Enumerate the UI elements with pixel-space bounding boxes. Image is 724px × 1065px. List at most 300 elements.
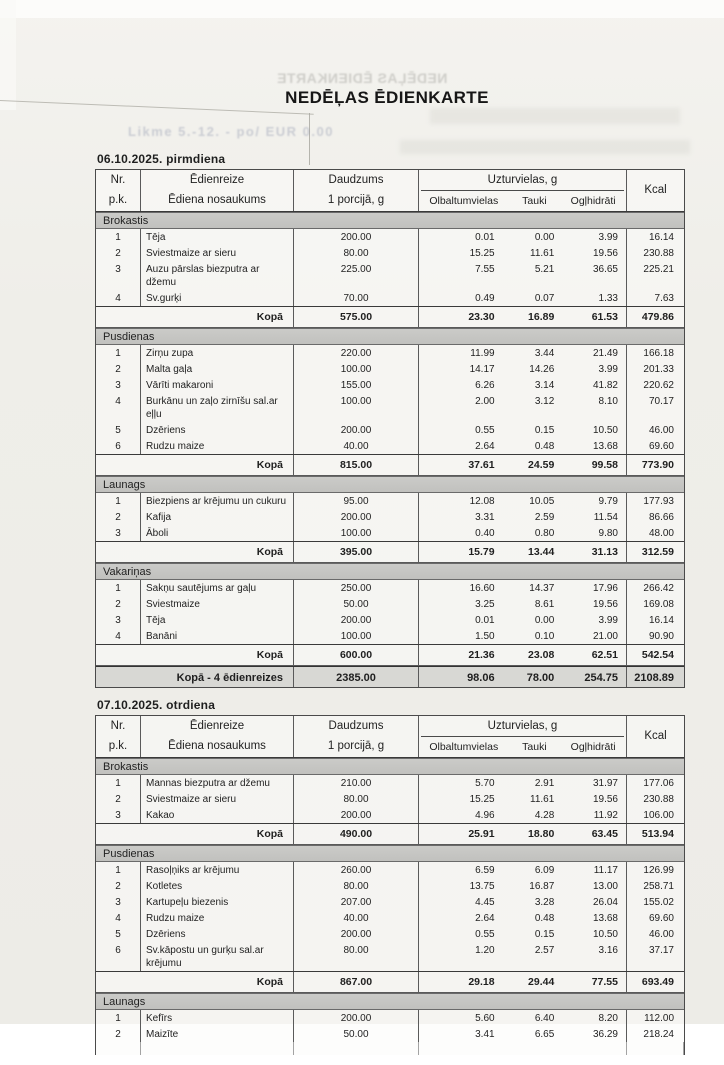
kcal-value: 46.00: [648, 929, 674, 940]
column-header-fat: Tauki: [522, 741, 547, 753]
protein-value: 2.00: [475, 396, 495, 407]
total-row: [96, 971, 684, 993]
section-header: Launags: [96, 476, 684, 493]
kcal-value: 16.14: [648, 232, 674, 243]
menu-row: [96, 525, 684, 541]
total-row: [96, 306, 684, 328]
total-portion-size: 575.00: [294, 307, 419, 327]
dish-name: Mannas biezputra ar džemu: [141, 775, 294, 791]
protein-value: 0.01: [475, 232, 495, 243]
row-number: 3: [96, 377, 141, 393]
total-carb-value: 61.53: [591, 311, 618, 323]
kcal-value: 90.90: [648, 631, 674, 642]
carb-value: 17.96: [592, 583, 618, 594]
row-number: 4: [96, 910, 141, 926]
protein-value: 3.31: [475, 512, 495, 523]
total-kcal-value: 773.90: [641, 459, 674, 471]
fat-value: 6.40: [534, 1013, 555, 1024]
carb-value: 3.99: [598, 364, 618, 375]
protein-value: 5.60: [475, 1013, 495, 1024]
protein-value: 0.55: [475, 425, 495, 436]
fat-value: 0.07: [534, 293, 555, 304]
kcal-value: 230.88: [643, 794, 674, 805]
protein-value: 13.75: [469, 881, 495, 892]
carb-value: 3.16: [598, 945, 618, 956]
carb-value: 41.82: [592, 380, 618, 391]
row-number: 3: [96, 261, 141, 290]
menu-row: [96, 1026, 684, 1042]
section-header: Launags: [96, 993, 684, 1010]
total-carb-value: 99.58: [591, 459, 618, 471]
row-number: 3: [96, 807, 141, 823]
dish-name: Zirņu zupa: [141, 345, 294, 361]
fat-value: 6.65: [534, 1029, 555, 1040]
dish-name: Sviestmaize ar sieru: [141, 245, 294, 261]
total-row: [96, 644, 684, 666]
dish-name: Kotletes: [141, 878, 294, 894]
portion-size: 200.00: [294, 926, 419, 942]
section-header: Vakariņas: [96, 563, 684, 580]
dish-name: Āboli: [141, 525, 294, 541]
fat-value: 0.15: [534, 425, 555, 436]
dish-name: Burkānu un zaļo zirnīšu sal.ar eļļu: [141, 393, 294, 422]
total-kcal-value: 693.49: [641, 976, 674, 988]
portion-size: 250.00: [294, 580, 419, 596]
total-protein-value: 23.30: [468, 311, 495, 323]
fat-value: 0.80: [534, 528, 555, 539]
dish-name: Biezpiens ar krējumu un cukuru: [141, 493, 294, 509]
fat-value: 2.91: [534, 778, 555, 789]
menu-content: [95, 152, 685, 1065]
carb-value: 21.00: [592, 631, 618, 642]
portion-size: 200.00: [294, 807, 419, 823]
menu-row: [96, 229, 684, 245]
protein-value: 0.01: [475, 615, 495, 626]
ghost-bleedthrough-smudge: [430, 108, 680, 124]
fat-value: 4.28: [534, 810, 555, 821]
total-carb-value: 254.75: [584, 672, 618, 684]
section-header: Pusdienas: [96, 328, 684, 345]
total-label: Kopā: [96, 542, 294, 562]
protein-value: 11.99: [470, 348, 495, 359]
menu-row: [96, 612, 684, 628]
fat-value: 0.00: [534, 615, 555, 626]
fat-value: 0.15: [534, 929, 555, 940]
column-header-nr: Nr. p.k.: [96, 170, 141, 211]
total-protein-value: 25.91: [468, 828, 495, 840]
total-kcal-value: 2108.89: [634, 672, 674, 684]
carb-value: 3.99: [598, 232, 618, 243]
portion-size: 70.00: [294, 290, 419, 306]
carb-value: 10.50: [592, 425, 618, 436]
fat-value: 3.14: [534, 380, 555, 391]
carb-value: 26.04: [592, 897, 618, 908]
table-header: [96, 716, 684, 758]
total-fat-value: 13.44: [528, 546, 555, 558]
carb-value: 13.00: [592, 881, 618, 892]
section-header: Brokastis: [96, 212, 684, 229]
total-protein-value: 37.61: [468, 459, 495, 471]
kcal-value: 112.00: [644, 1013, 674, 1024]
column-header-carbs: Ogļhidrāti: [570, 195, 616, 207]
fat-value: 11.61: [530, 248, 555, 259]
total-kcal-value: 312.59: [641, 546, 674, 558]
carb-value: 21.49: [592, 348, 618, 359]
fat-value: 14.26: [529, 364, 555, 375]
dish-name: Tēja: [141, 229, 294, 245]
row-number: 2: [96, 361, 141, 377]
row-number: 1: [96, 493, 141, 509]
portion-size: 207.00: [294, 894, 419, 910]
dish-name: Auzu pārslas biezputra ar džemu: [141, 261, 294, 290]
menu-row: [96, 422, 684, 438]
row-number: 1: [96, 580, 141, 596]
dish-name: Kartupeļu biezenis: [141, 894, 294, 910]
protein-value: 12.08: [469, 496, 495, 507]
column-header-nutrients: Uzturvielas, g Olbaltumvielas Tauki Ogļhidrāti: [419, 170, 627, 211]
total-portion-size: 600.00: [294, 645, 419, 665]
total-protein-value: 15.79: [468, 546, 495, 558]
row-number: 5: [96, 926, 141, 942]
total-carb-value: 63.45: [591, 828, 618, 840]
row-number: 2: [96, 245, 141, 261]
section-header: Pusdienas: [96, 845, 684, 862]
protein-value: 2.64: [475, 913, 495, 924]
dish-name: Sviestmaize: [141, 596, 294, 612]
carb-value: 13.68: [592, 441, 618, 452]
row-number: 2: [96, 596, 141, 612]
total-protein-value: 98.06: [467, 672, 495, 684]
total-fat-value: 78.00: [526, 672, 555, 684]
portion-size: 80.00: [294, 245, 419, 261]
dish-name: Maizīte: [141, 1026, 294, 1042]
dish-name: Sakņu sautējums ar gaļu: [141, 580, 294, 596]
row-number: 1: [96, 345, 141, 361]
total-portion-size: 2385.00: [294, 667, 419, 687]
dish-name: Rasoļņiks ar krējumu: [141, 862, 294, 878]
kcal-value: 225.21: [643, 264, 674, 275]
dish-name: Kakao: [141, 807, 294, 823]
menu-row: [96, 509, 684, 525]
kcal-value: 220.62: [643, 380, 674, 391]
dish-name: Kafija: [141, 509, 294, 525]
day-block: [95, 152, 685, 688]
protein-value: 0.49: [475, 293, 495, 304]
fat-value: 6.09: [534, 865, 555, 876]
protein-value: 2.64: [475, 441, 495, 452]
protein-value: 6.59: [475, 865, 495, 876]
portion-size: 40.00: [294, 438, 419, 454]
portion-size: 200.00: [294, 1010, 419, 1026]
total-portion-size: 867.00: [294, 972, 419, 992]
portion-size: 210.00: [294, 775, 419, 791]
column-header-protein: Olbaltumvielas: [429, 195, 499, 207]
row-number: 4: [96, 290, 141, 306]
portion-size: 40.00: [294, 910, 419, 926]
kcal-value: 169.08: [643, 599, 674, 610]
kcal-value: 46.00: [648, 425, 674, 436]
kcal-value: 69.60: [648, 913, 674, 924]
portion-size: 225.00: [294, 261, 419, 290]
dish-name: Tēja: [141, 612, 294, 628]
total-row: [96, 823, 684, 845]
dish-name: Malta gaļa: [141, 361, 294, 377]
kcal-value: 230.88: [643, 248, 674, 259]
menu-row: [96, 910, 684, 926]
protein-value: 14.17: [469, 364, 495, 375]
menu-row: [96, 775, 684, 791]
column-header-fat: Tauki: [522, 195, 547, 207]
menu-row: [96, 393, 684, 422]
carb-value: 19.56: [592, 599, 618, 610]
carb-value: 19.56: [592, 794, 618, 805]
fat-value: 5.21: [534, 264, 555, 275]
total-portion-size: 815.00: [294, 455, 419, 475]
portion-size: 95.00: [294, 493, 419, 509]
menu-row: [96, 807, 684, 823]
carb-value: 1.33: [598, 293, 618, 304]
row-number: 1: [96, 229, 141, 245]
column-header-kcal: Kcal: [644, 184, 667, 196]
fat-value: 14.37: [529, 583, 555, 594]
menu-table: [95, 169, 685, 688]
row-number: 2: [96, 509, 141, 525]
kcal-value: 86.66: [648, 512, 674, 523]
protein-value: 6.26: [475, 380, 495, 391]
dish-name: Sv.gurķi: [141, 290, 294, 306]
ghost-mirrored-title: NEDĒĻAS ĒDIENKARTE: [276, 70, 448, 86]
portion-size: 50.00: [294, 1026, 419, 1042]
fat-value: 16.87: [529, 881, 555, 892]
row-number: 2: [96, 1026, 141, 1042]
portion-size: 80.00: [294, 942, 419, 971]
kcal-value: 69.60: [648, 441, 674, 452]
total-fat-value: 23.08: [528, 649, 555, 661]
table-header: [96, 170, 684, 212]
protein-value: 3.25: [475, 599, 495, 610]
kcal-value: 177.06: [643, 778, 674, 789]
dish-name: Rudzu maize: [141, 910, 294, 926]
fat-value: 2.57: [534, 945, 555, 956]
row-number: 2: [96, 878, 141, 894]
protein-value: 15.25: [469, 794, 495, 805]
carb-value: 9.79: [598, 496, 618, 507]
fat-value: 0.10: [534, 631, 555, 642]
row-number: 4: [96, 393, 141, 422]
protein-value: 0.40: [475, 528, 495, 539]
row-number: 2: [96, 791, 141, 807]
total-row: [96, 454, 684, 476]
row-number: 1: [96, 862, 141, 878]
kcal-value: 218.24: [643, 1029, 674, 1040]
day-date-heading: 07.10.2025. otrdiena: [97, 698, 216, 712]
protein-value: 3.41: [475, 1029, 495, 1040]
scanner-white-band: [0, 0, 724, 18]
column-header-meal: Ēdienreize Ēdiena nosaukums: [141, 170, 294, 211]
menu-row: [96, 438, 684, 454]
total-label: Kopā: [96, 824, 294, 844]
row-number: 1: [96, 1010, 141, 1026]
total-label: Kopā: [96, 972, 294, 992]
dish-name: Sv.kāpostu un gurķu sal.ar krējumu: [141, 942, 294, 971]
menu-row: [96, 245, 684, 261]
menu-row: [96, 596, 684, 612]
fat-value: 10.05: [529, 496, 555, 507]
protein-value: 16.60: [469, 583, 495, 594]
menu-table: [95, 715, 685, 1055]
menu-row: [96, 345, 684, 361]
fat-value: 3.12: [534, 396, 555, 407]
total-carb-value: 31.13: [591, 546, 618, 558]
protein-value: 1.20: [475, 945, 495, 956]
portion-size: 200.00: [294, 612, 419, 628]
cut-off-row-stub: [96, 1042, 684, 1055]
kcal-value: 201.33: [643, 364, 674, 375]
protein-value: 7.55: [475, 264, 495, 275]
menu-row: [96, 894, 684, 910]
row-number: 3: [96, 612, 141, 628]
kcal-value: 106.00: [643, 810, 674, 821]
menu-row: [96, 791, 684, 807]
total-fat-value: 24.59: [528, 459, 555, 471]
carb-value: 36.29: [592, 1029, 618, 1040]
dish-name: Dzēriens: [141, 422, 294, 438]
fat-value: 3.44: [534, 348, 555, 359]
column-header-quantity: Daudzums 1 porcijā, g: [294, 170, 419, 211]
portion-size: 100.00: [294, 525, 419, 541]
row-number: 4: [96, 628, 141, 644]
total-row: [96, 541, 684, 563]
total-portion-size: 395.00: [294, 542, 419, 562]
menu-row: [96, 493, 684, 509]
page-title: NEDĒĻAS ĒDIENKARTE: [285, 88, 489, 107]
protein-value: 4.45: [475, 897, 495, 908]
kcal-value: 266.42: [643, 583, 674, 594]
scanner-edge-band: [0, 0, 16, 110]
column-header-meal: Ēdienreize Ēdiena nosaukums: [141, 716, 294, 757]
menu-row: [96, 862, 684, 878]
portion-size: 100.00: [294, 393, 419, 422]
fat-value: 8.61: [534, 599, 555, 610]
total-carb-value: 77.55: [591, 976, 618, 988]
total-fat-value: 16.89: [528, 311, 555, 323]
column-header-protein: Olbaltumvielas: [429, 741, 499, 753]
protein-value: 0.55: [475, 929, 495, 940]
menu-row: [96, 377, 684, 393]
row-number: 3: [96, 894, 141, 910]
menu-row: [96, 628, 684, 644]
fat-value: 0.48: [534, 441, 555, 452]
kcal-value: 166.18: [643, 348, 674, 359]
grand-total-row: [96, 666, 684, 687]
carb-value: 19.56: [592, 248, 618, 259]
total-label: Kopā: [96, 307, 294, 327]
column-header-kcal: Kcal: [644, 730, 667, 742]
menu-row: [96, 261, 684, 290]
row-number: 3: [96, 525, 141, 541]
total-carb-value: 62.51: [591, 649, 618, 661]
fat-value: 2.59: [534, 512, 555, 523]
row-number: 1: [96, 775, 141, 791]
total-kcal-value: 542.54: [641, 649, 674, 661]
portion-size: 260.00: [294, 862, 419, 878]
column-header-carbs: Ogļhidrāti: [570, 741, 616, 753]
dish-name: Dzēriens: [141, 926, 294, 942]
total-protein-value: 29.18: [468, 976, 495, 988]
carb-value: 8.20: [598, 1013, 618, 1024]
total-protein-value: 21.36: [468, 649, 495, 661]
fat-value: 0.00: [534, 232, 555, 243]
menu-row: [96, 926, 684, 942]
fat-value: 11.61: [530, 794, 555, 805]
total-fat-value: 29.44: [528, 976, 555, 988]
dish-name: Sviestmaize ar sieru: [141, 791, 294, 807]
menu-row: [96, 1010, 684, 1026]
dish-name: Kefīrs: [141, 1010, 294, 1026]
portion-size: 200.00: [294, 509, 419, 525]
carb-value: 13.68: [592, 913, 618, 924]
portion-size: 100.00: [294, 628, 419, 644]
portion-size: 200.00: [294, 229, 419, 245]
section-header: Brokastis: [96, 758, 684, 775]
carb-value: 36.65: [592, 264, 618, 275]
column-header-quantity: Daudzums 1 porcijā, g: [294, 716, 419, 757]
kcal-value: 177.93: [643, 496, 674, 507]
kcal-value: 155.02: [643, 897, 674, 908]
kcal-value: 70.17: [648, 396, 674, 407]
dish-name: Banāni: [141, 628, 294, 644]
total-kcal-value: 479.86: [641, 311, 674, 323]
menu-row: [96, 942, 684, 971]
menu-row: [96, 290, 684, 306]
fat-value: 3.28: [534, 897, 555, 908]
carb-value: 31.97: [592, 778, 618, 789]
protein-value: 15.25: [469, 248, 495, 259]
menu-row: [96, 361, 684, 377]
portion-size: 220.00: [294, 345, 419, 361]
total-kcal-value: 513.94: [641, 828, 674, 840]
protein-value: 4.96: [475, 810, 495, 821]
column-header-nr: Nr. p.k.: [96, 716, 141, 757]
kcal-value: 48.00: [648, 528, 674, 539]
menu-row: [96, 580, 684, 596]
kcal-value: 7.63: [654, 293, 674, 304]
carb-value: 9.80: [598, 528, 618, 539]
total-label: Kopā: [96, 455, 294, 475]
day-date-heading: 06.10.2025. pirmdiena: [97, 152, 226, 166]
dish-name: Rudzu maize: [141, 438, 294, 454]
protein-value: 1.50: [475, 631, 495, 642]
menu-row: [96, 878, 684, 894]
portion-size: 80.00: [294, 878, 419, 894]
day-block: [95, 698, 685, 1055]
carb-value: 11.92: [593, 810, 618, 821]
portion-size: 200.00: [294, 422, 419, 438]
row-number: 6: [96, 942, 141, 971]
carb-value: 8.10: [598, 396, 618, 407]
portion-size: 155.00: [294, 377, 419, 393]
protein-value: 5.70: [475, 778, 495, 789]
carb-value: 3.99: [598, 615, 618, 626]
kcal-value: 16.14: [648, 615, 674, 626]
portion-size: 50.00: [294, 596, 419, 612]
total-portion-size: 490.00: [294, 824, 419, 844]
kcal-value: 37.17: [648, 945, 674, 956]
ghost-stamp-text: Likme 5.-12. - po/ EUR 0.00: [128, 124, 334, 139]
column-header-nutrients: Uzturvielas, g Olbaltumvielas Tauki Ogļhidrāti: [419, 716, 627, 757]
portion-size: 80.00: [294, 791, 419, 807]
carb-value: 10.50: [592, 929, 618, 940]
